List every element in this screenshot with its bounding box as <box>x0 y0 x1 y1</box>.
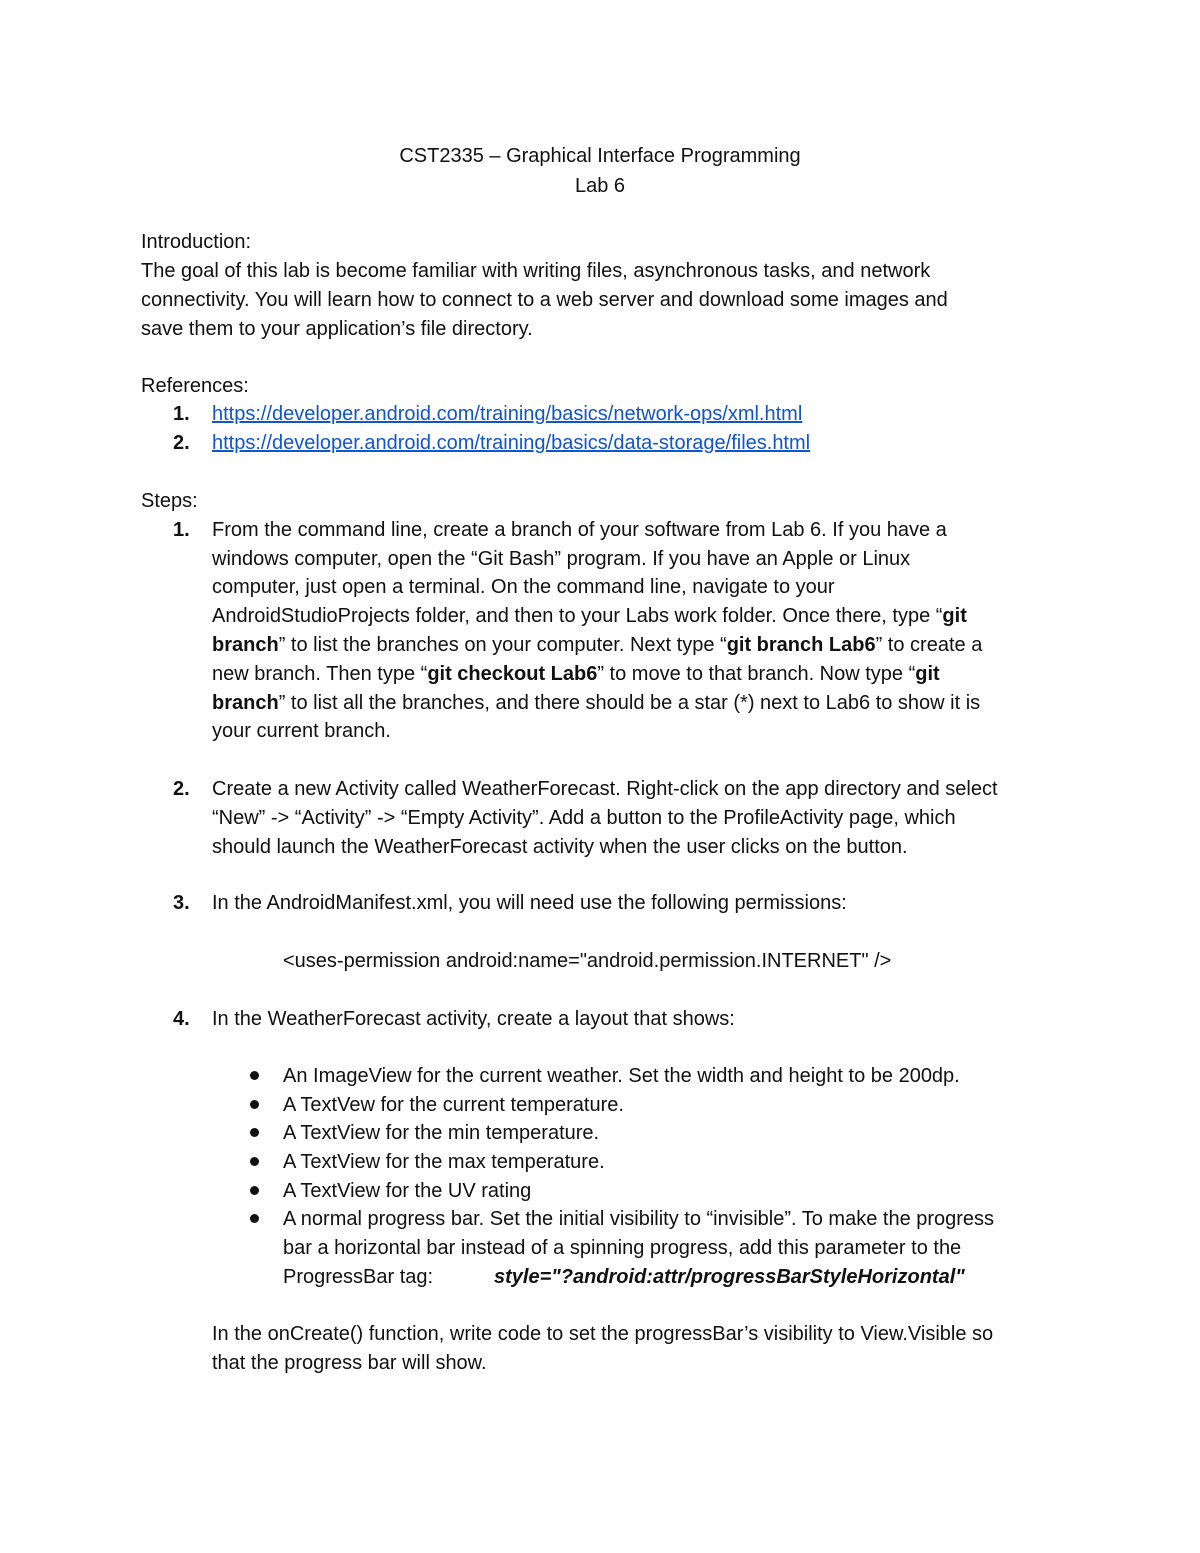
step4-line: In the WeatherForecast activity, create a layout that shows: <box>212 1008 735 1030</box>
step1-line: new branch. Then type “git checkout Lab6” to move to that branch. Now type “git <box>212 663 940 685</box>
intro-line: connectivity. You will learn how to connect to a web server and download some images and <box>141 289 948 311</box>
bullet-dot-icon <box>250 1071 259 1080</box>
step1-line: computer, just open a terminal. On the command line, navigate to your <box>212 576 835 598</box>
git-command: branch <box>212 634 279 656</box>
bullet-dot-icon <box>250 1214 259 1223</box>
bullet-dot-icon <box>250 1100 259 1109</box>
step-number: 4. <box>173 1008 190 1030</box>
step1-line: windows computer, open the “Git Bash” program. If you have an Apple or Linux <box>212 548 911 570</box>
git-command: branch <box>212 692 279 714</box>
git-command: git <box>942 605 967 627</box>
bullet-item-continued: bar a horizontal bar instead of a spinning progress, add this parameter to the <box>283 1237 962 1259</box>
bullet-dot-icon <box>250 1128 259 1137</box>
progressbar-style-attr: style="?android:attr/progressBarStyleHorizontal" <box>494 1266 965 1288</box>
bullet-item: An ImageView for the current weather. Set the width and height to be 200dp. <box>283 1065 960 1087</box>
step4-paragraph: In the onCreate() function, write code to set the progressBar’s visibility to View.Visible so <box>212 1323 994 1345</box>
reference-link-network-ops[interactable]: https://developer.android.com/training/basics/network-ops/xml.html <box>212 403 803 425</box>
step1-line: AndroidStudioProjects folder, and then to your Labs work folder. Once there, type “git <box>212 605 967 627</box>
step2-line: should launch the WeatherForecast activity when the user clicks on the button. <box>212 836 908 858</box>
step-number: 1. <box>173 519 190 541</box>
git-command: git checkout Lab6 <box>427 663 598 685</box>
step2-line: Create a new Activity called WeatherForecast. Right-click on the app directory and select <box>212 778 998 800</box>
bullet-dot-icon <box>250 1157 259 1166</box>
reference-number: 2. <box>173 432 190 454</box>
step1-line: your current branch. <box>212 720 391 742</box>
step4-paragraph: that the progress bar will show. <box>212 1352 487 1374</box>
step2-line: “New” -> “Activity” -> “Empty Activity”. Add a button to the ProfileActivity page, which <box>212 807 956 829</box>
bullet-dot-icon <box>250 1186 259 1195</box>
step3-line: In the AndroidManifest.xml, you will need use the following permissions: <box>212 892 847 914</box>
git-command: git branch Lab6 <box>726 634 876 656</box>
reference-link-data-storage[interactable]: https://developer.android.com/training/basics/data-storage/files.html <box>212 432 811 454</box>
bullet-item: A TextView for the max temperature. <box>283 1151 605 1173</box>
references-heading: References: <box>141 375 249 397</box>
bullet-item: A TextView for the UV rating <box>283 1180 532 1202</box>
step-number: 2. <box>173 778 190 800</box>
bullet-item-continued: ProgressBar tag: <box>283 1266 434 1288</box>
step1-line: branch” to list all the branches, and there should be a star (*) next to Lab6 to show it is <box>212 692 981 714</box>
permission-code: <uses-permission android:name="android.permission.INTERNET" /> <box>283 950 892 972</box>
intro-line: The goal of this lab is become familiar with writing files, asynchronous tasks, and network <box>141 260 931 282</box>
bullet-item: A TextView for the min temperature. <box>283 1122 600 1144</box>
bullet-item: A normal progress bar. Set the initial visibility to “invisible”. To make the progress <box>283 1208 995 1230</box>
document-subtitle: Lab 6 <box>574 175 626 197</box>
reference-number: 1. <box>173 403 190 425</box>
step1-line: From the command line, create a branch of your software from Lab 6. If you have a <box>212 519 947 541</box>
document-title: CST2335 – Graphical Interface Programming <box>399 145 801 167</box>
step-number: 3. <box>173 892 190 914</box>
intro-line: save them to your application’s file directory. <box>141 318 533 340</box>
bullet-item: A TextVew for the current temperature. <box>283 1094 624 1116</box>
steps-heading: Steps: <box>141 490 198 512</box>
intro-heading: Introduction: <box>141 231 252 253</box>
step1-line: branch” to list the branches on your computer. Next type “git branch Lab6” to create a <box>212 634 983 656</box>
git-command: git <box>915 663 940 685</box>
